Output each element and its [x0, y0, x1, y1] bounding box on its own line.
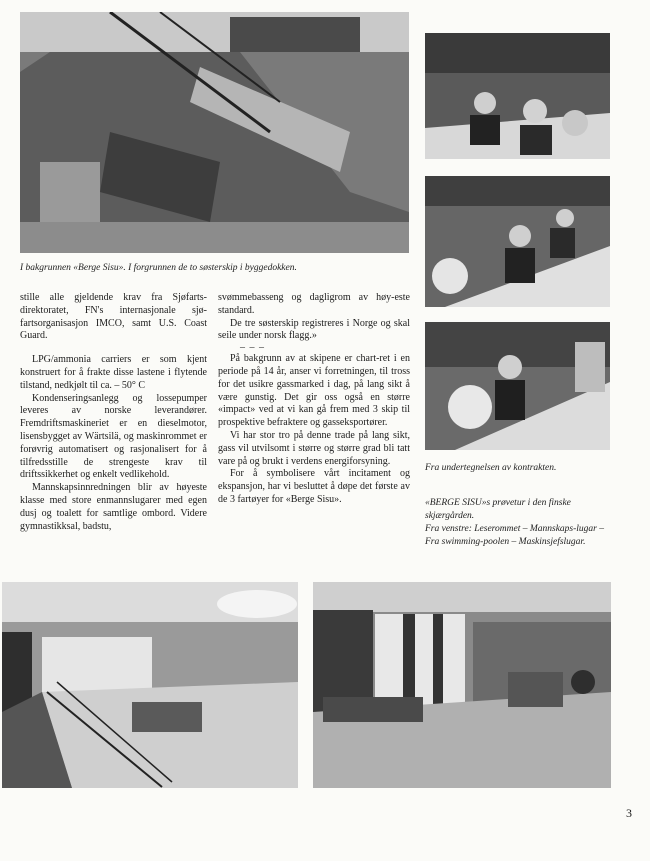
contract-caption: Fra undertegnelsen av kontrakten. [425, 463, 557, 473]
col1-paragraph-1: stille alle gjeldende krav fra Sjøfarts-direktoratet, FN's internasjonale sjø-fartsorganisasjon IMCO, samt U.S. Coast Guard. [20, 292, 207, 342]
col1-paragraph-4: Mannskapsinnredningen blir av høyeste klasse med store enmannslugarer med egen dusj og toalett for samtlige ombord. Videre gymnastikksal, badstu, [20, 482, 207, 532]
article-column-1 [20, 292, 207, 533]
col2-paragraph-1: svømmebasseng og dagligrom av høy-este standard. [218, 292, 410, 316]
trial-trip-caption [425, 497, 620, 549]
col1-paragraph-3: Kondenseringsanlegg og lossepumper leveres av norske leverandører. Fremdriftsmaskineriet er en dieselmotor, lisensbygget av Wärtsilä, og maskinrommet er forøvrig automatisert og rasjonalisert for å tilfredsstille de strengeste krav til driftssikkerhet og enkelt vedlikehold. [20, 392, 207, 481]
trial-trip-caption-line1: «BERGE SISU»s prøvetur i den finske skjærgården. [425, 498, 571, 521]
col2-paragraph-4: Vi har stor tro på denne trade på lang sikt, gass vil utvilsomt i større og større grad bli tatt vare på og brukt i verdens energiforsyning. [218, 429, 410, 467]
col1-paragraph-2: LPG/ammonia carriers er som kjent konstruert for å frakte disse lastene i flytende tilstand, nedkjølt til ca. – 50° C [20, 354, 207, 391]
top-photo-caption: I bakgrunnen «Berge Sisu». I forgrunnen de to søsterskip i byggedokken. [20, 263, 297, 273]
section-divider: – – – [240, 342, 265, 354]
col2-paragraph-5: For å symbolisere vårt incitament og ekspansjon, har vi besluttet å døpe det første av de 3 fartøyer for «Berge Sisu». [218, 468, 410, 505]
contract-signing-photo [425, 322, 610, 450]
shipyard-photo [20, 12, 409, 253]
contract-meeting-photo-2 [425, 176, 610, 307]
contract-meeting-photo-1 [425, 33, 610, 159]
swimming-pool-photo [2, 582, 298, 788]
lounge-photo [313, 582, 611, 788]
page-number: 3 [626, 806, 632, 820]
trial-trip-caption-line2: Fra venstre: Leserommet – Mannskaps-lugar – Fra swimming-poolen – Maskinsjefslugar. [425, 524, 604, 547]
col2-paragraph-2: De tre søsterskip registreres i Norge og skal seile under norsk flagg.» [218, 317, 410, 342]
col2-paragraph-3: På bakgrunn av at skipene er chart-ret i en periode på 14 år, anser vi forretningen, til tross for det usikre gassmarked i dag, på lang sikt å være gunstig. Det gir oss også en større «impact» ved at vi kan gå frem med 3 skip til prospektive befraktere og gasseksportører. [218, 353, 410, 429]
article-column-2 [218, 292, 410, 507]
